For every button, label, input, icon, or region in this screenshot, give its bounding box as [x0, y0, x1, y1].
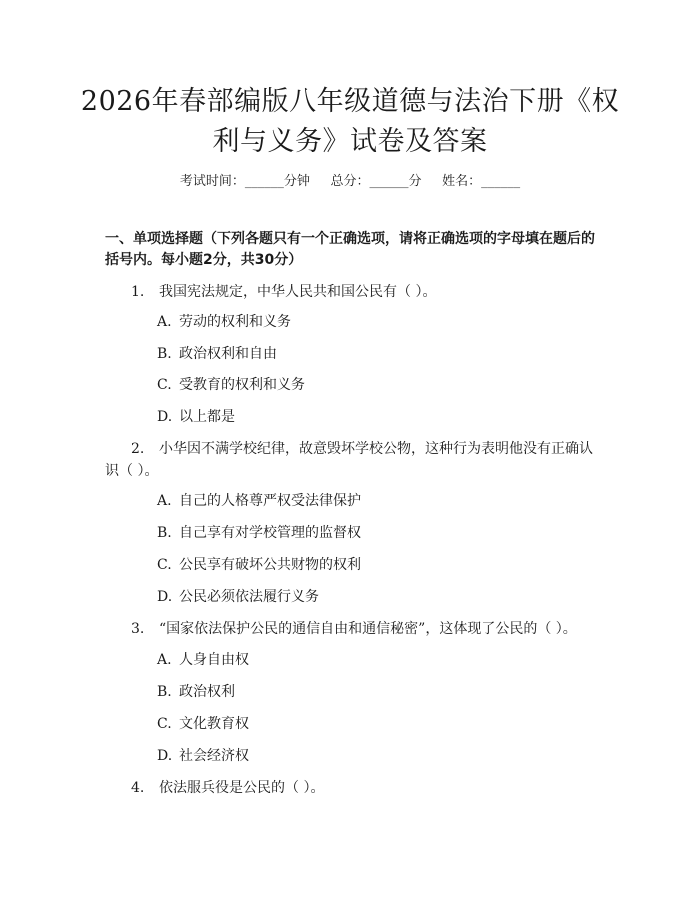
option-text: 公民享有破坏公共财物的权利 — [179, 557, 361, 573]
question-3-option-c — [157, 714, 249, 734]
question-3-option-a — [157, 650, 249, 670]
question-text: “国家依法保护公民的通信自由和通信秘密”，这体现了公民的（ ）。 — [159, 621, 577, 637]
section-heading — [105, 229, 605, 271]
question-2 — [105, 438, 605, 482]
question-3-option-d — [157, 746, 249, 766]
option-letter: B. — [157, 684, 172, 700]
option-letter: C. — [157, 557, 172, 573]
section-heading-line-1: 一、单项选择题（下列各题只有一个正确选项，请将正确选项的字母填在题后的 — [105, 231, 595, 247]
option-letter: B. — [157, 525, 172, 541]
option-text: 自己的人格尊严权受法律保护 — [179, 493, 361, 509]
option-text: 公民必须依法履行义务 — [179, 589, 319, 605]
question-number: 2. — [131, 441, 145, 457]
option-letter: D. — [157, 748, 173, 764]
option-letter: B. — [157, 346, 172, 362]
option-text: 政治权利 — [179, 684, 235, 700]
question-text: 小华因不满学校纪律，故意毁坏学校公物，这种行为表明他没有正确认识（ ）。 — [105, 441, 593, 479]
exam-title-line-2: 利与义务》试卷及答案 — [212, 126, 488, 157]
question-2-option-d — [157, 587, 319, 607]
option-letter: A. — [157, 652, 172, 668]
question-number: 4. — [131, 780, 145, 796]
question-number: 1. — [131, 284, 145, 300]
option-text: 人身自由权 — [179, 652, 249, 668]
question-number: 3. — [131, 621, 145, 637]
option-letter: D. — [157, 409, 173, 425]
option-text: 文化教育权 — [179, 716, 249, 732]
option-letter: C. — [157, 377, 172, 393]
question-text: 依法服兵役是公民的（ ）。 — [159, 780, 325, 796]
option-text: 社会经济权 — [179, 748, 249, 764]
exam-title-line-1: 2026年春部编版八年级道德与法治下册《权 — [80, 86, 620, 117]
question-1-option-c — [157, 375, 305, 395]
question-4 — [105, 777, 605, 799]
option-letter: D. — [157, 589, 173, 605]
question-2-option-c — [157, 555, 361, 575]
option-text: 政治权利和自由 — [179, 346, 277, 362]
option-text: 受教育的权利和义务 — [179, 377, 305, 393]
option-text: 以上都是 — [179, 409, 235, 425]
question-2-option-b — [157, 523, 361, 543]
exam-info-line: 考试时间：______分钟 总分：______分 姓名：______ — [179, 174, 521, 189]
question-text: 我国宪法规定，中华人民共和国公民有（ ）。 — [159, 284, 437, 300]
question-2-option-a — [157, 491, 361, 511]
option-letter: C. — [157, 716, 172, 732]
question-1-option-d — [157, 407, 235, 427]
question-1-option-b — [157, 344, 277, 364]
question-1 — [105, 281, 605, 303]
option-text: 自己享有对学校管理的监督权 — [179, 525, 361, 541]
question-3 — [105, 618, 605, 640]
option-letter: A. — [157, 493, 172, 509]
question-3-option-b — [157, 682, 235, 702]
option-text: 劳动的权利和义务 — [179, 314, 291, 330]
section-heading-line-2: 括号内。每小题2分，共30分） — [105, 252, 303, 268]
question-1-option-a — [157, 312, 291, 332]
option-letter: A. — [157, 314, 172, 330]
